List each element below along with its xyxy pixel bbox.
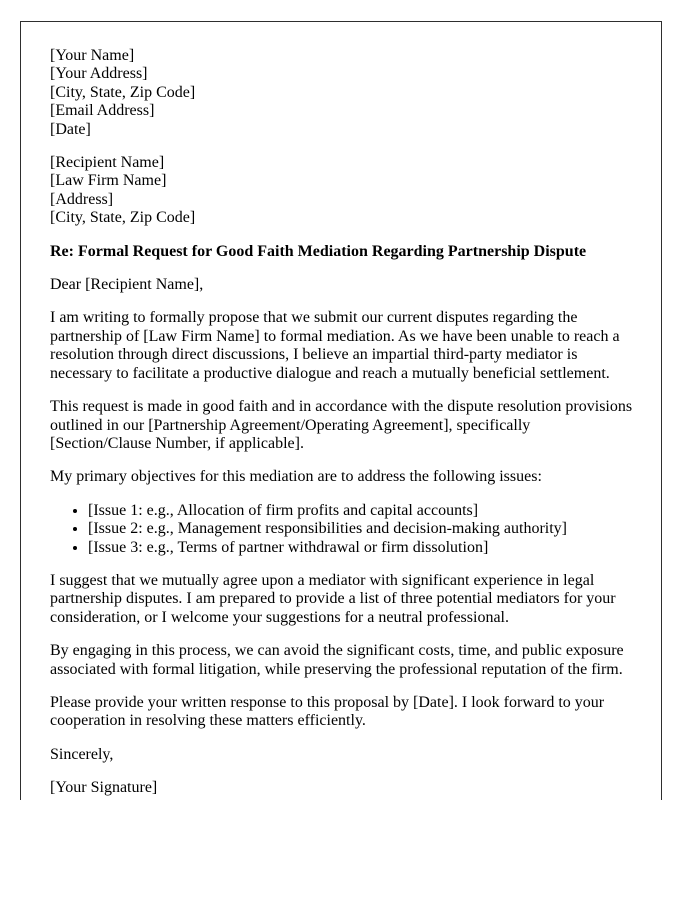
issues-list [50, 502, 633, 557]
issue-item-3: • [Issue 3: e.g., Terms of partner withdrawal or firm dissolution] [88, 539, 633, 557]
paragraph-mediator-suggestion: I suggest that we mutually agree upon a mediator with significant experience in legal partnership disputes. I am prepared to provide a list of three potential mediators for your consideration, or I welcome your suggestions for a neutral professional. [50, 571, 616, 626]
sender-email: [Email Address] [50, 102, 155, 120]
paragraph-good-faith: This request is made in good faith and in accordance with the dispute resolution provisions outlined in our [Partnership Agreement/Operating Agreement], specifically [Section/Clause Number, if applicable]. [50, 398, 633, 452]
paragraph-response-request: Please provide your written response to this proposal by [Date]. I look forward to your cooperation in resolving these matters efficiently. [50, 693, 605, 730]
recipient-address: [Address] [50, 190, 114, 208]
closing: Sincerely, [50, 745, 114, 763]
salutation: Dear [Recipient Name], [50, 276, 204, 294]
paragraph-benefits: By engaging in this process, we can avoid the significant costs, time, and public exposure associated with formal litigation, while preserving the professional reputation of the firm. [50, 642, 624, 678]
signature: [Your Signature] [50, 779, 158, 797]
sender-name: [Your Name] [50, 47, 135, 64]
sender-address: [Your Address] [50, 65, 148, 83]
subject-line: Re: Formal Request for Good Faith Mediation Regarding Partnership Dispute [50, 242, 587, 260]
issue-item-2: • [Issue 2: e.g., Management responsibilities and decision-making authority] [88, 520, 633, 538]
issue-item-1: • [Issue 1: e.g., Allocation of firm profits and capital accounts] [88, 502, 633, 520]
recipient-firm: [Law Firm Name] [50, 172, 167, 190]
letter-date: [Date] [50, 120, 91, 138]
paragraph-objectives-lead: My primary objectives for this mediation are to address the following issues: [50, 468, 542, 486]
recipient-block [50, 154, 633, 228]
sender-city-state-zip: [City, State, Zip Code] [50, 83, 196, 101]
recipient-name: [Recipient Name] [50, 154, 165, 172]
sender-block [50, 47, 633, 139]
letter-page [20, 21, 662, 800]
recipient-city-state-zip: [City, State, Zip Code] [50, 209, 196, 227]
paragraph-proposal: I am writing to formally propose that we submit our current disputes regarding the partnership of [Law Firm Name] to formal mediation. As we have been unable to reach a resolution through direct discussions, I believe an impartial third-party mediator is necessary to facilitate a productive dialogue and reach a mutually beneficial settlement. [50, 309, 620, 382]
